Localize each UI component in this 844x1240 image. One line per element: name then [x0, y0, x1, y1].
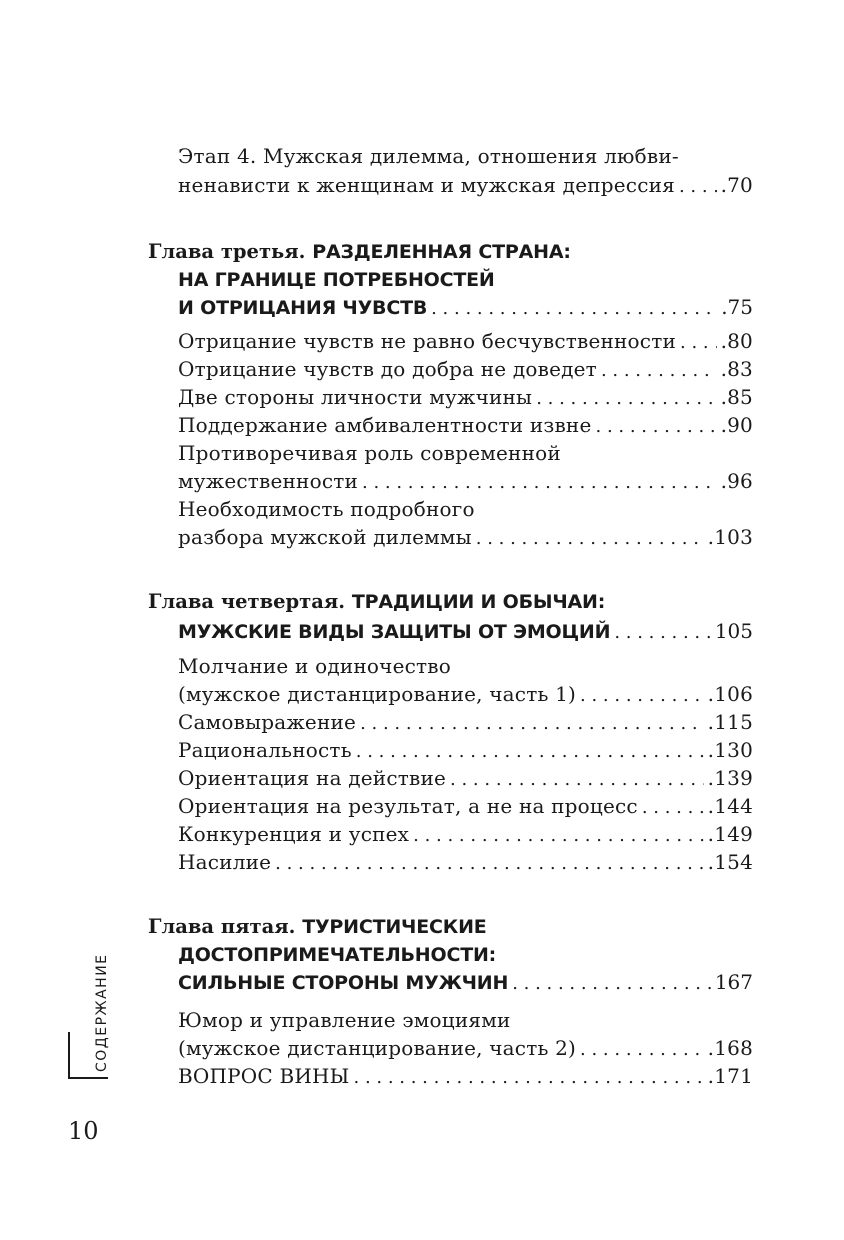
toc-entry-text: мужественности: [178, 469, 359, 493]
chapter-5-heading-line2: [178, 941, 753, 969]
chapter-title: ТРАДИЦИИ И ОБЫЧАИ:: [351, 591, 606, 613]
leader-dots: [580, 682, 704, 710]
chapter-title: НА ГРАНИЦЕ ПОТРЕБНОСТЕЙ: [178, 269, 495, 291]
toc-page-number: .139: [707, 766, 753, 790]
chapter-4-heading: [148, 588, 753, 616]
toc-entry: [178, 439, 753, 467]
leader-dots: [596, 413, 717, 441]
chapter-label: Глава третья.: [148, 240, 306, 263]
leader-dots: [413, 822, 704, 850]
toc-entry-text: Отрицание чувств не равно бесчувственности: [178, 329, 676, 353]
toc-entry-line2: [178, 523, 753, 553]
toc-page-number: 167: [714, 970, 753, 994]
toc-entry: [178, 1006, 753, 1034]
toc-entry: [178, 652, 753, 680]
toc-entry-text: Рациональность: [178, 738, 352, 762]
toc-entry-line2: [178, 1034, 753, 1064]
toc-entry-text: Отрицание чувств до добра не доведет: [178, 357, 597, 381]
toc-entry: [178, 764, 753, 794]
toc-page-number: .115: [707, 710, 753, 734]
section-label: СОДЕРЖАНИЕ: [94, 953, 110, 1072]
toc-entry-text: Насилие: [178, 850, 272, 874]
chapter-4-heading-line2: [178, 617, 753, 647]
chapter-5-heading-line3: [178, 968, 753, 998]
toc-entry-text: (мужское дистанцирование, часть 2): [178, 1036, 577, 1060]
toc-entry: [178, 708, 753, 738]
chapter-title: И ОТРИЦАНИЯ ЧУВСТВ: [178, 297, 428, 319]
toc-entry: [178, 820, 753, 850]
toc-page-number: .75: [721, 295, 753, 319]
leader-dots: [536, 385, 716, 413]
toc-entry: [178, 411, 753, 441]
divider: [68, 1077, 108, 1079]
chapter-5-heading: [148, 913, 753, 941]
toc-entry-text: Ориентация на действие: [178, 766, 447, 790]
toc-entry: [178, 848, 753, 878]
toc-page-number: .80: [720, 329, 753, 353]
leader-dots: [362, 469, 717, 497]
leader-dots: [360, 710, 704, 738]
chapter-title: ТУРИСТИЧЕСКИЕ: [302, 916, 487, 938]
toc-entry-text: Этап 4. Мужская дилемма, отношения любви-: [178, 144, 679, 168]
toc-page-number: .144: [707, 794, 753, 818]
toc-entry-text: Поддержание амбивалентности извне: [178, 413, 592, 437]
leader-dots: [476, 525, 704, 553]
toc-entry-line2: [178, 680, 753, 710]
chapter-title: СИЛЬНЫЕ СТОРОНЫ МУЖЧИН: [178, 972, 509, 994]
toc-page-number: .85: [720, 385, 753, 409]
toc-entry: [178, 327, 753, 357]
page-number: 10: [68, 1117, 99, 1145]
toc-entry-text: Юмор и управление эмоциями: [178, 1008, 511, 1032]
toc-entry-line2: [178, 467, 753, 497]
toc-entry-stage4-line2: [178, 171, 753, 201]
leader-dots: [431, 295, 717, 323]
toc-page-number: .168: [707, 1036, 753, 1060]
toc-entry: [178, 1062, 753, 1092]
chapter-label: Глава пятая.: [148, 915, 296, 938]
leader-dots: [512, 970, 711, 998]
toc-entry: [178, 792, 753, 822]
toc-page-number: .171: [707, 1064, 753, 1088]
toc-entry-text: ВОПРОС ВИНЫ: [178, 1064, 350, 1088]
toc-entry-text: Самовыражение: [178, 710, 357, 734]
divider: [68, 1032, 70, 1079]
chapter-3-heading-line2: [178, 266, 753, 294]
toc-entry: [178, 383, 753, 413]
chapter-title: РАЗДЕЛЕННАЯ СТРАНА:: [312, 241, 571, 263]
leader-dots: [275, 850, 703, 878]
chapter-3-heading-line3: [178, 293, 753, 323]
leader-dots: [680, 329, 717, 357]
toc-entry: [178, 495, 753, 523]
toc-page-number: .106: [707, 682, 753, 706]
toc-entry-text: Ориентация на результат, а не на процесс: [178, 794, 638, 818]
chapter-title: ДОСТОПРИМЕЧАТЕЛЬНОСТИ:: [178, 944, 497, 966]
toc-entry-text: Противоречивая роль современной: [178, 441, 561, 465]
toc-entry-text: (мужское дистанцирование, часть 1): [178, 682, 577, 706]
toc-entry-text: Необходимость подробного: [178, 497, 475, 521]
leader-dots: [642, 794, 704, 822]
leader-dots: [580, 1036, 704, 1064]
toc-page-number: .149: [707, 822, 753, 846]
leader-dots: [356, 738, 704, 766]
toc-page-number: .96: [720, 469, 753, 493]
leader-dots: [614, 619, 711, 647]
toc-entry: [178, 355, 753, 385]
toc-page-number: .90: [720, 413, 753, 437]
chapter-title: МУЖСКИЕ ВИДЫ ЗАЩИТЫ ОТ ЭМОЦИЙ: [178, 621, 611, 643]
chapter-label: Глава четвертая.: [148, 590, 346, 613]
leader-dots: [450, 766, 704, 794]
toc-page-number: .83: [720, 357, 753, 381]
toc-entry-text: ненависти к женщинам и мужская депрессия: [178, 173, 675, 197]
toc-entry-text: разбора мужской дилеммы: [178, 525, 472, 549]
toc-page-number: .103: [707, 525, 753, 549]
toc-page-number: 105: [714, 619, 753, 643]
leader-dots: [354, 1064, 704, 1092]
running-head: [82, 942, 112, 1082]
chapter-3-heading: [148, 238, 753, 266]
toc-page-number: .154: [707, 850, 753, 874]
toc-entry-text: Молчание и одиночество: [178, 654, 451, 678]
toc-entry-stage4: [178, 142, 753, 170]
toc-entry-text: Две стороны личности мужчины: [178, 385, 533, 409]
toc-page-number: .70: [720, 173, 753, 197]
toc-entry: [178, 736, 753, 766]
toc-page-number: .130: [707, 738, 753, 762]
toc-entry-text: Конкуренция и успех: [178, 822, 410, 846]
leader-dots: [601, 357, 717, 385]
leader-dots: [679, 173, 717, 201]
